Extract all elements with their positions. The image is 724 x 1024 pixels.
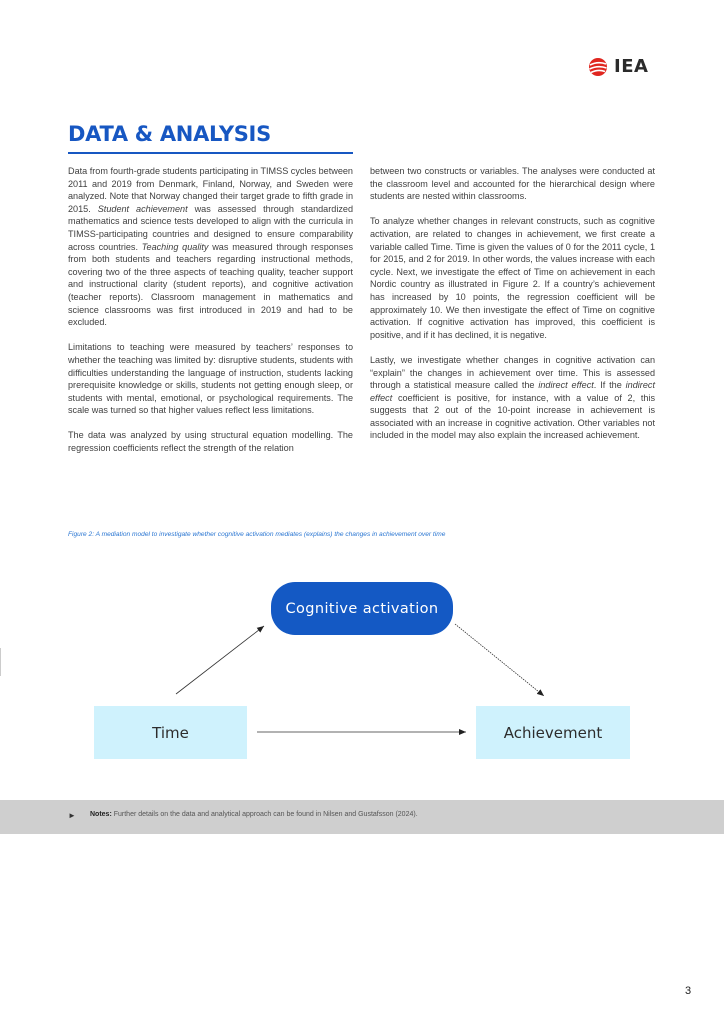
title-divider — [68, 152, 353, 154]
node-time: Time — [94, 706, 247, 759]
node-achievement: Achievement — [476, 706, 630, 759]
logo-text: IEA — [614, 56, 649, 77]
right-column — [370, 165, 655, 455]
text-span: . If the — [593, 380, 626, 391]
notes-text — [90, 811, 418, 818]
section-title: DATA & ANALYSIS — [68, 122, 271, 146]
iea-logo — [588, 56, 648, 77]
text-span: Lastly, we investigate whether changes in cognitive activation can “explain” the changes in achievement over time. This is assessed through a statistical measure called the — [370, 354, 655, 391]
node-cognitive-activation: Cognitive activation — [271, 582, 453, 635]
notes-arrow-icon: ► — [68, 811, 76, 820]
paragraph — [68, 165, 353, 329]
paragraph: between two constructs or variables. The analyses were conducted at the classroom level and accounted for the hierarchical design where students are nested within classrooms. — [370, 166, 655, 202]
text-span: was assessed through standardized mathematics and science tests developed to align with the curricula in TIMSS-participating countries and designed to ensure comparability across countries. — [68, 203, 354, 252]
emphasis-text: indirect effect — [538, 380, 594, 391]
paragraph: To analyze whether changes in relevant constructs, such as cognitive activation, are related to changes in achievement, we first create a variable called Time. Time is given the values of 0 for the 2011 cycle, 1 for 2015, and 2 for 2019. In other words, the values increase with each cycle. Next, we investigate the effect of Time on achievement in each Nordic country as illustrated in Figure 2. If a country’s achievement has increased by 10 points, the regression coefficient will be approximately 10. We then investigate the effect of Time on cognitive activation. If cognitive activation has improved, this coefficient is positive, and if it has declined, it is negative. — [370, 216, 655, 340]
page-number: 3 — [685, 985, 692, 997]
notes-label: Notes: — [90, 811, 112, 818]
edge-time-to-cognitive — [176, 626, 264, 694]
text-span: was measured through responses from both students and teachers regarding instructional methods, covering two of the three aspects of teaching quality, teacher support and instructional clarity (student reports), and cognitive activation (teacher reports). Classroom management in mathematics and science classrooms was first introduced in 2019 and had to be excluded. — [68, 241, 354, 328]
paragraph: The data was analyzed by using structural equation modelling. The regression coefficients reflect the strength of the relation — [68, 430, 353, 454]
paragraph — [370, 354, 655, 442]
figure-caption: Figure 2: A mediation model to investigate whether cognitive activation mediates (explains) the changes in achievement over time — [68, 531, 446, 538]
text-span: coefficient is positive, for instance, with a value of 2, this suggests that 2 out of the 10-point increase in achievement is associated with an increase in cognitive activation. Other variables not included in the model may also explain the increased achievement. — [370, 392, 655, 441]
edge-cognitive-to-achievement — [455, 624, 544, 696]
side-mark — [0, 648, 1, 676]
paragraph: Limitations to teaching were measured by teachers’ responses to whether the teaching was limited by: disruptive students, students with difficulties understanding the language of instruction, students lacking prerequisite knowledge or skills, students not getting enough sleep, or students with mental, emotional, or psychological requirements. The scale was turned so that higher values reflect less limitations. — [68, 342, 353, 416]
emphasis-text: Teaching quality — [141, 241, 209, 252]
notes-body: Further details on the data and analytical approach can be found in Nilsen and Gustafsson (2024). — [111, 811, 418, 818]
iea-globe-icon — [588, 57, 608, 77]
left-column — [68, 165, 353, 467]
emphasis-text: indirect effect — [370, 380, 655, 403]
text-span: Data from fourth-grade students participating in TIMSS cycles between 2011 and 2019 from Denmark, Finland, Norway, and Sweden were analyzed. Note that Norway changed their target grade to fifth grade in 2015. — [68, 166, 353, 214]
mediation-diagram — [0, 570, 724, 770]
emphasis-text: Student achievement — [97, 203, 188, 214]
